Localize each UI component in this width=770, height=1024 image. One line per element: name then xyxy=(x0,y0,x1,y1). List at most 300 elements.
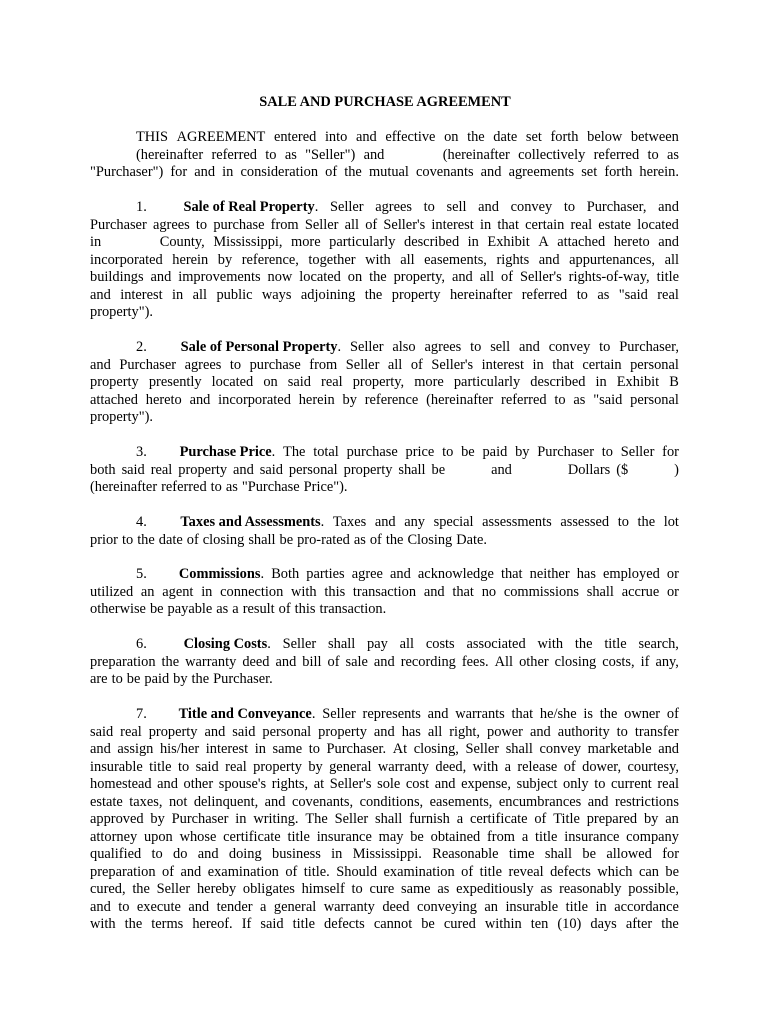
word: hereof. xyxy=(192,916,233,932)
word: rights, xyxy=(271,776,309,792)
word: utilized xyxy=(90,583,134,600)
word: Closing xyxy=(407,531,453,548)
word: all xyxy=(399,636,415,652)
word: to xyxy=(554,391,566,408)
word: and xyxy=(658,234,679,250)
word: this xyxy=(294,601,316,617)
word: reference xyxy=(364,391,419,408)
word: personal xyxy=(262,723,312,740)
word: acknowledge xyxy=(417,566,494,582)
word: at xyxy=(313,776,325,792)
word: interest xyxy=(431,216,474,233)
word: and xyxy=(480,164,502,180)
word: not xyxy=(168,793,188,810)
word: by xyxy=(308,758,323,775)
word: and xyxy=(451,269,473,285)
word: writing. xyxy=(253,811,299,827)
word: personal xyxy=(288,461,338,478)
word: real xyxy=(120,723,142,740)
word: real xyxy=(225,758,247,775)
word: other xyxy=(183,776,214,792)
word: shall xyxy=(586,583,614,600)
word: his/her xyxy=(159,741,200,757)
word: The xyxy=(305,811,328,827)
word: of xyxy=(369,531,382,548)
word: of xyxy=(666,706,679,722)
word: shall xyxy=(398,461,426,478)
word: shall xyxy=(505,741,533,757)
word: and xyxy=(204,723,226,740)
word: all xyxy=(192,286,208,303)
word: referred xyxy=(501,391,547,408)
word: Seller's xyxy=(329,776,372,792)
text-line-s2-1 xyxy=(136,339,679,357)
word: Title xyxy=(553,811,580,827)
text-line-s2-4 xyxy=(90,392,679,410)
word: spouse's xyxy=(218,776,267,792)
word: company xyxy=(626,828,679,845)
word: as xyxy=(437,881,450,897)
word: deed, xyxy=(435,758,467,775)
word: agrees xyxy=(152,216,190,233)
word: consideration xyxy=(240,164,319,180)
word: and xyxy=(529,723,551,740)
word: in xyxy=(222,164,234,180)
word: obtained xyxy=(430,828,481,845)
word: title xyxy=(479,863,502,880)
word: to xyxy=(470,339,482,355)
word: Seller's xyxy=(431,356,474,373)
word: buildings xyxy=(90,269,144,285)
word: be xyxy=(582,846,596,862)
word: in xyxy=(532,356,544,373)
word: insurable xyxy=(505,898,559,915)
word: cure xyxy=(369,881,395,897)
word: agrees xyxy=(424,339,462,355)
word: personal xyxy=(630,391,679,408)
word: do xyxy=(173,846,188,862)
word: "Purchaser") xyxy=(90,164,164,180)
text-line-s5-2 xyxy=(90,584,679,602)
word: herein xyxy=(172,251,209,268)
word: to xyxy=(308,741,320,757)
word: defects xyxy=(550,863,591,880)
word: paid xyxy=(482,444,508,460)
word: adjoining xyxy=(300,286,356,303)
word: Seller xyxy=(620,444,655,460)
word: that xyxy=(552,356,574,373)
word: Purchaser xyxy=(119,356,177,373)
word: easements, xyxy=(424,251,487,268)
word: and xyxy=(587,793,609,810)
word: all xyxy=(479,269,495,285)
word: with xyxy=(472,758,499,775)
word: paid xyxy=(144,671,170,687)
word: on xyxy=(347,269,363,285)
word: expense, xyxy=(461,776,512,792)
word: effective xyxy=(385,129,436,145)
word: that xyxy=(452,583,474,600)
word: accordance xyxy=(614,898,679,915)
word: real xyxy=(321,374,343,390)
section-number: 3. xyxy=(136,444,147,460)
text-line-s1-3 xyxy=(90,234,679,252)
word: by xyxy=(515,444,530,460)
word: hereinafter xyxy=(449,286,513,303)
word: possible, xyxy=(628,881,679,897)
word: to xyxy=(111,671,123,687)
word: of xyxy=(285,863,298,880)
word: special xyxy=(433,514,474,530)
word: said xyxy=(287,374,311,390)
word: to xyxy=(210,479,222,495)
word: no xyxy=(481,583,497,600)
word: bill xyxy=(302,653,322,670)
word: and xyxy=(427,706,449,722)
word: can xyxy=(638,863,659,880)
word: Seller's xyxy=(519,269,562,285)
word: only xyxy=(563,776,589,792)
word: At xyxy=(392,741,408,757)
word: cannot xyxy=(373,916,413,932)
word: encumbrances xyxy=(498,793,582,810)
word: particularly xyxy=(329,234,396,250)
word: forth xyxy=(604,164,633,180)
word: be xyxy=(410,828,424,845)
word: the xyxy=(369,269,387,285)
word: all xyxy=(344,216,360,233)
word: Seller xyxy=(322,706,356,722)
word: mutual xyxy=(368,164,409,180)
word: Seller xyxy=(156,881,191,897)
word: purchase xyxy=(249,356,301,373)
word: in xyxy=(331,846,343,862)
word: said xyxy=(260,916,284,932)
word: and xyxy=(90,741,111,757)
word: cost xyxy=(405,776,430,792)
word: Purchaser xyxy=(537,444,594,460)
word: are xyxy=(90,671,108,687)
word: for xyxy=(662,846,679,862)
word: that xyxy=(511,706,534,722)
word: property xyxy=(318,723,367,740)
word: as xyxy=(597,286,610,303)
word: the xyxy=(467,129,485,145)
word: title xyxy=(656,269,679,285)
word: set xyxy=(581,164,598,180)
word: and xyxy=(194,164,216,180)
word: to xyxy=(265,146,277,163)
word: public xyxy=(216,286,253,303)
word: purchase xyxy=(213,216,265,233)
word: recording xyxy=(400,653,456,670)
word: rights xyxy=(496,251,530,268)
word: and xyxy=(150,269,172,285)
word: and xyxy=(197,846,219,862)
word: "said xyxy=(593,391,623,408)
text-line-s5-3 xyxy=(90,601,679,619)
word: conditions, xyxy=(359,793,424,810)
word: title xyxy=(604,636,627,652)
word: ten xyxy=(530,916,549,932)
word: shall xyxy=(248,531,276,548)
word: with xyxy=(90,916,116,932)
word: title xyxy=(149,758,172,775)
word: in xyxy=(479,216,492,233)
word: and xyxy=(373,723,395,740)
word: "Seller") xyxy=(305,146,356,163)
word: Exhibit xyxy=(616,374,660,390)
word: with xyxy=(537,636,564,652)
word: cured, xyxy=(90,881,126,897)
word: in xyxy=(595,898,607,915)
word: herein xyxy=(298,391,335,408)
word: right, xyxy=(449,723,481,740)
word: AGREEMENT xyxy=(176,129,266,145)
word: warranty xyxy=(377,758,429,775)
word: and xyxy=(189,391,211,408)
word: assign xyxy=(117,741,154,757)
word: in xyxy=(90,234,102,250)
word: B xyxy=(669,374,679,390)
word: insurable xyxy=(90,758,143,775)
word: agreements xyxy=(508,164,575,180)
word: located xyxy=(637,216,679,233)
word: closing xyxy=(554,653,597,670)
word: with xyxy=(365,251,391,268)
word: and xyxy=(519,339,540,355)
word: (10) xyxy=(557,916,582,932)
word: ways xyxy=(261,286,292,303)
word: herein. xyxy=(639,164,679,180)
section-heading: Commissions. xyxy=(178,566,265,582)
word: interest xyxy=(205,741,249,757)
word: taxes, xyxy=(129,793,163,810)
word: of xyxy=(162,863,174,880)
word: appurtenances, xyxy=(569,251,656,268)
word: price xyxy=(405,444,435,460)
text-line-s6-1 xyxy=(136,636,679,654)
word: otherwise xyxy=(90,601,146,617)
word: interest xyxy=(481,356,525,373)
word: homestead xyxy=(90,776,152,792)
word: conveying xyxy=(416,898,477,915)
word: neither xyxy=(529,566,570,582)
word: prepared xyxy=(586,811,638,827)
word: set xyxy=(525,129,542,145)
word: The xyxy=(283,444,306,460)
word: Should xyxy=(336,863,378,880)
word: forth xyxy=(550,129,579,145)
word: both xyxy=(90,461,116,478)
word: personal xyxy=(630,356,679,373)
word: the xyxy=(364,286,383,303)
word: (hereinafter xyxy=(136,146,204,163)
word: subject xyxy=(516,776,558,792)
word: be xyxy=(421,916,435,932)
word: to xyxy=(601,444,613,460)
word: the xyxy=(385,531,404,548)
word: reasonably xyxy=(559,881,622,897)
word: as xyxy=(353,531,366,548)
word: agree xyxy=(351,566,383,582)
text-line-s7-6 xyxy=(90,794,679,812)
word: parties xyxy=(306,566,345,582)
word: obligates xyxy=(242,881,295,897)
text-line-s3-2 xyxy=(90,462,679,480)
word: the xyxy=(599,706,618,722)
word: as xyxy=(573,391,586,408)
section-number: 1. xyxy=(136,199,147,215)
word: employed xyxy=(603,566,660,582)
word: to xyxy=(599,339,611,355)
word: lot xyxy=(663,514,679,530)
text-line-s1-4 xyxy=(90,252,679,270)
text-line-s3-1 xyxy=(136,444,679,462)
section-heading: Purchase Price. xyxy=(179,444,276,460)
word: preparation xyxy=(90,863,156,880)
word: an xyxy=(140,583,155,600)
text-line-s1-2 xyxy=(90,217,679,235)
word: allowed xyxy=(606,846,652,862)
word: expeditiously xyxy=(456,881,534,897)
word: property xyxy=(178,461,228,478)
word: referred xyxy=(593,146,640,163)
word: Price"). xyxy=(303,479,348,495)
word: pro-rated xyxy=(297,531,350,548)
word: said xyxy=(90,723,114,740)
word: prior xyxy=(90,531,118,548)
word: "said xyxy=(618,286,648,303)
word: property xyxy=(253,758,302,775)
word: Both xyxy=(271,566,300,582)
word: as xyxy=(667,146,679,163)
word: the xyxy=(637,514,656,530)
word: of xyxy=(278,601,291,617)
document-title: SALE AND PURCHASE AGREEMENT xyxy=(259,94,511,110)
word: attorney xyxy=(90,828,138,845)
word: pay xyxy=(367,636,388,652)
word: from xyxy=(309,356,338,373)
word: and xyxy=(90,898,111,915)
word: in xyxy=(201,583,213,600)
text-line-s7-13 xyxy=(90,916,679,934)
section-number: 5. xyxy=(136,566,147,582)
word: be xyxy=(665,863,679,880)
word: to xyxy=(351,881,363,897)
word: to xyxy=(423,199,435,215)
word: warrants xyxy=(455,706,505,722)
word: to xyxy=(229,356,242,373)
word: Purchaser. xyxy=(213,671,273,687)
word: by xyxy=(217,251,233,268)
word: the xyxy=(344,164,362,180)
section-heading: Title and Conveyance. xyxy=(178,706,316,722)
word: and xyxy=(373,653,395,670)
word: whose xyxy=(179,828,217,845)
word: shall xyxy=(544,846,573,862)
word: insurance xyxy=(316,828,372,845)
word: deed xyxy=(382,898,410,915)
word: warranty xyxy=(185,653,237,670)
word: Purchaser xyxy=(171,811,229,827)
word: Purchaser, xyxy=(586,199,647,215)
word: certificate xyxy=(469,811,528,827)
word: for xyxy=(170,164,188,180)
word: execute xyxy=(136,898,181,915)
word: title xyxy=(287,828,310,845)
word: by xyxy=(342,391,357,408)
word: improvements xyxy=(178,269,261,285)
word: property, xyxy=(352,374,405,390)
text-line-s1-7 xyxy=(90,304,679,322)
text-line-s7-11 xyxy=(90,881,679,899)
word: days xyxy=(590,916,617,932)
word: of xyxy=(534,811,547,827)
word: himself xyxy=(301,881,345,897)
word: other xyxy=(519,653,549,670)
text-line-intro-3 xyxy=(90,164,679,182)
text-line-s7-1 xyxy=(136,706,679,724)
word: agrees xyxy=(184,356,222,373)
word: general xyxy=(329,758,372,775)
word: marketable xyxy=(587,741,652,757)
word: and xyxy=(658,741,679,757)
word: to xyxy=(616,723,628,740)
word: said xyxy=(259,461,283,478)
word: the xyxy=(137,531,155,548)
text-line-s7-5 xyxy=(90,776,679,794)
word: date xyxy=(158,531,183,548)
word: said xyxy=(195,758,219,775)
word: Seller xyxy=(304,216,339,233)
word: authority xyxy=(557,723,610,740)
word: presently xyxy=(148,374,202,390)
word: Purchaser xyxy=(90,216,147,233)
word: be xyxy=(149,601,164,617)
word: interest xyxy=(120,286,163,303)
word: an xyxy=(665,811,679,827)
text-line-s6-2 xyxy=(90,654,679,672)
word: certain xyxy=(582,356,622,373)
word: as xyxy=(284,146,297,163)
word: convey xyxy=(539,741,582,757)
word: has xyxy=(401,723,421,740)
word: all xyxy=(400,251,415,268)
word: property"). xyxy=(90,304,154,320)
word: incorporated xyxy=(218,391,291,408)
word: costs, xyxy=(602,653,635,670)
word: Seller's xyxy=(383,216,426,233)
word: of xyxy=(461,863,474,880)
text-line-s7-9 xyxy=(90,846,679,864)
word: and xyxy=(423,583,445,600)
word: within xyxy=(484,916,522,932)
word: represents xyxy=(362,706,421,722)
word: as xyxy=(225,479,238,495)
word: agrees xyxy=(375,199,412,215)
section-number: 6. xyxy=(136,636,147,652)
word: to xyxy=(647,146,659,163)
word: owner xyxy=(624,706,661,722)
word: this xyxy=(324,583,346,600)
word: all xyxy=(387,356,403,373)
word: entered xyxy=(273,129,317,145)
word: more xyxy=(414,374,444,390)
word: Purchaser, xyxy=(619,339,679,355)
word: furnish xyxy=(409,811,450,827)
word: and xyxy=(188,898,210,915)
